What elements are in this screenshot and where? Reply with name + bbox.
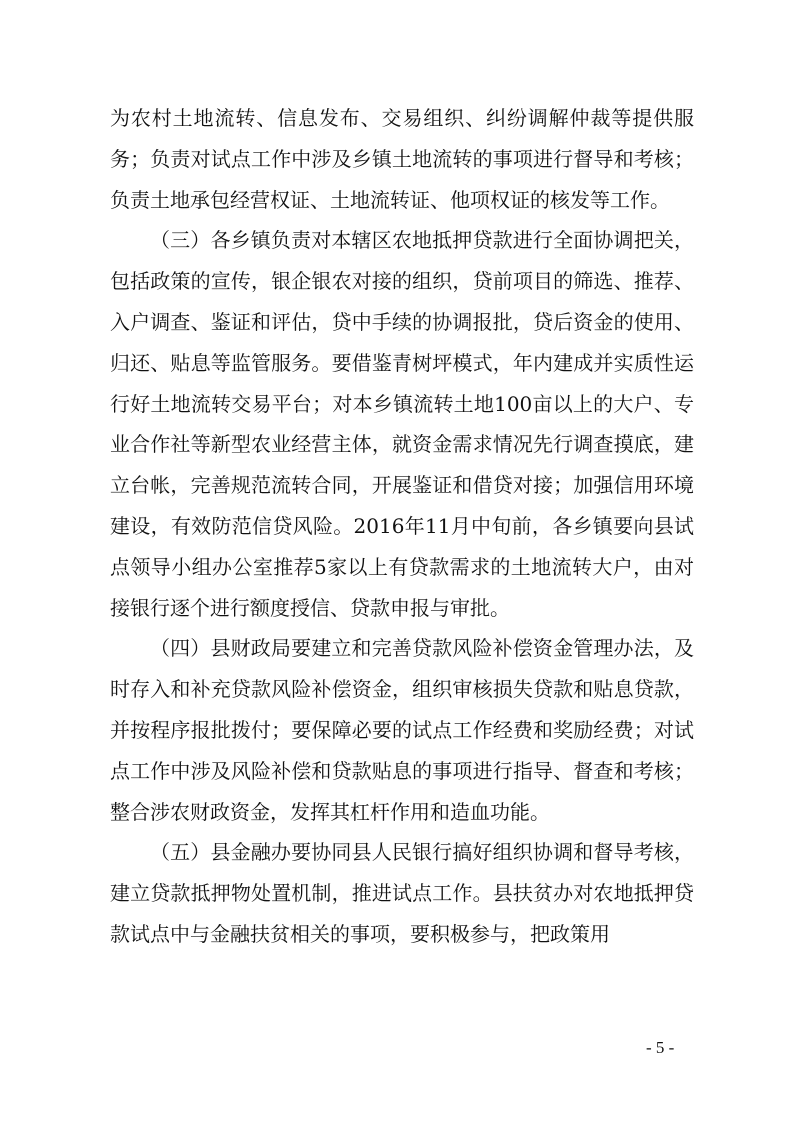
paragraph-section-4: （四）县财政局要建立和完善贷款风险补偿资金管理办法，及时存入和补充贷款风险补偿资金，组织审核损失贷款和贴息贷款，并按程序报批拨付；要保障必要的试点工作经费和奖励经费；对试点工作中涉及风险补偿和贷款贴息的事项进行指导、督查和考核；整合涉农财政资金，发挥其杠杆作用和造血功能。 [110,636,694,824]
paragraph-continuation: 为农村土地流转、信息发布、交易组织、纠纷调解仲裁等提供服务；负责对试点工作中涉及乡镇土地流转的事项进行督导和考核；负责土地承包经营权证、土地流转证、他项权证的核发等工作。 [110,106,694,212]
paragraph-section-5: （五）县金融办要协同县人民银行搞好组织协调和督导考核，建立贷款抵押物处置机制，推进试点工作。县扶贫办对农地抵押贷款试点中与金融扶贫相关的事项，要积极参与，把政策用 [110,840,694,946]
document-body [110,98,694,955]
paragraph-section-3: （三）各乡镇负责对本辖区农地抵押贷款进行全面协调把关，包括政策的宣传，银企银农对接的组织，贷前项目的筛选、推荐、入户调查、鉴证和评估，贷中手续的协调报批，贷后资金的使用、归还、贴息等监管服务。要借鉴青树坪模式，年内建成并实质性运行好土地流转交易平台；对本乡镇流转土地100亩以上的大户、专业合作社等新型农业经营主体，就资金需求情况先行调查摸底，建立台帐，完善规范流转合同，开展鉴证和借贷对接；加强信用环境建设，有效防范信贷风险。2016年11月中旬前，各乡镇要向县试点领导小组办公室推荐5家以上有贷款需求的土地流转大户，由对接银行逐个进行额度授信、贷款申报与审批。 [110,228,694,620]
page-number: - 5 - [646,1038,675,1057]
